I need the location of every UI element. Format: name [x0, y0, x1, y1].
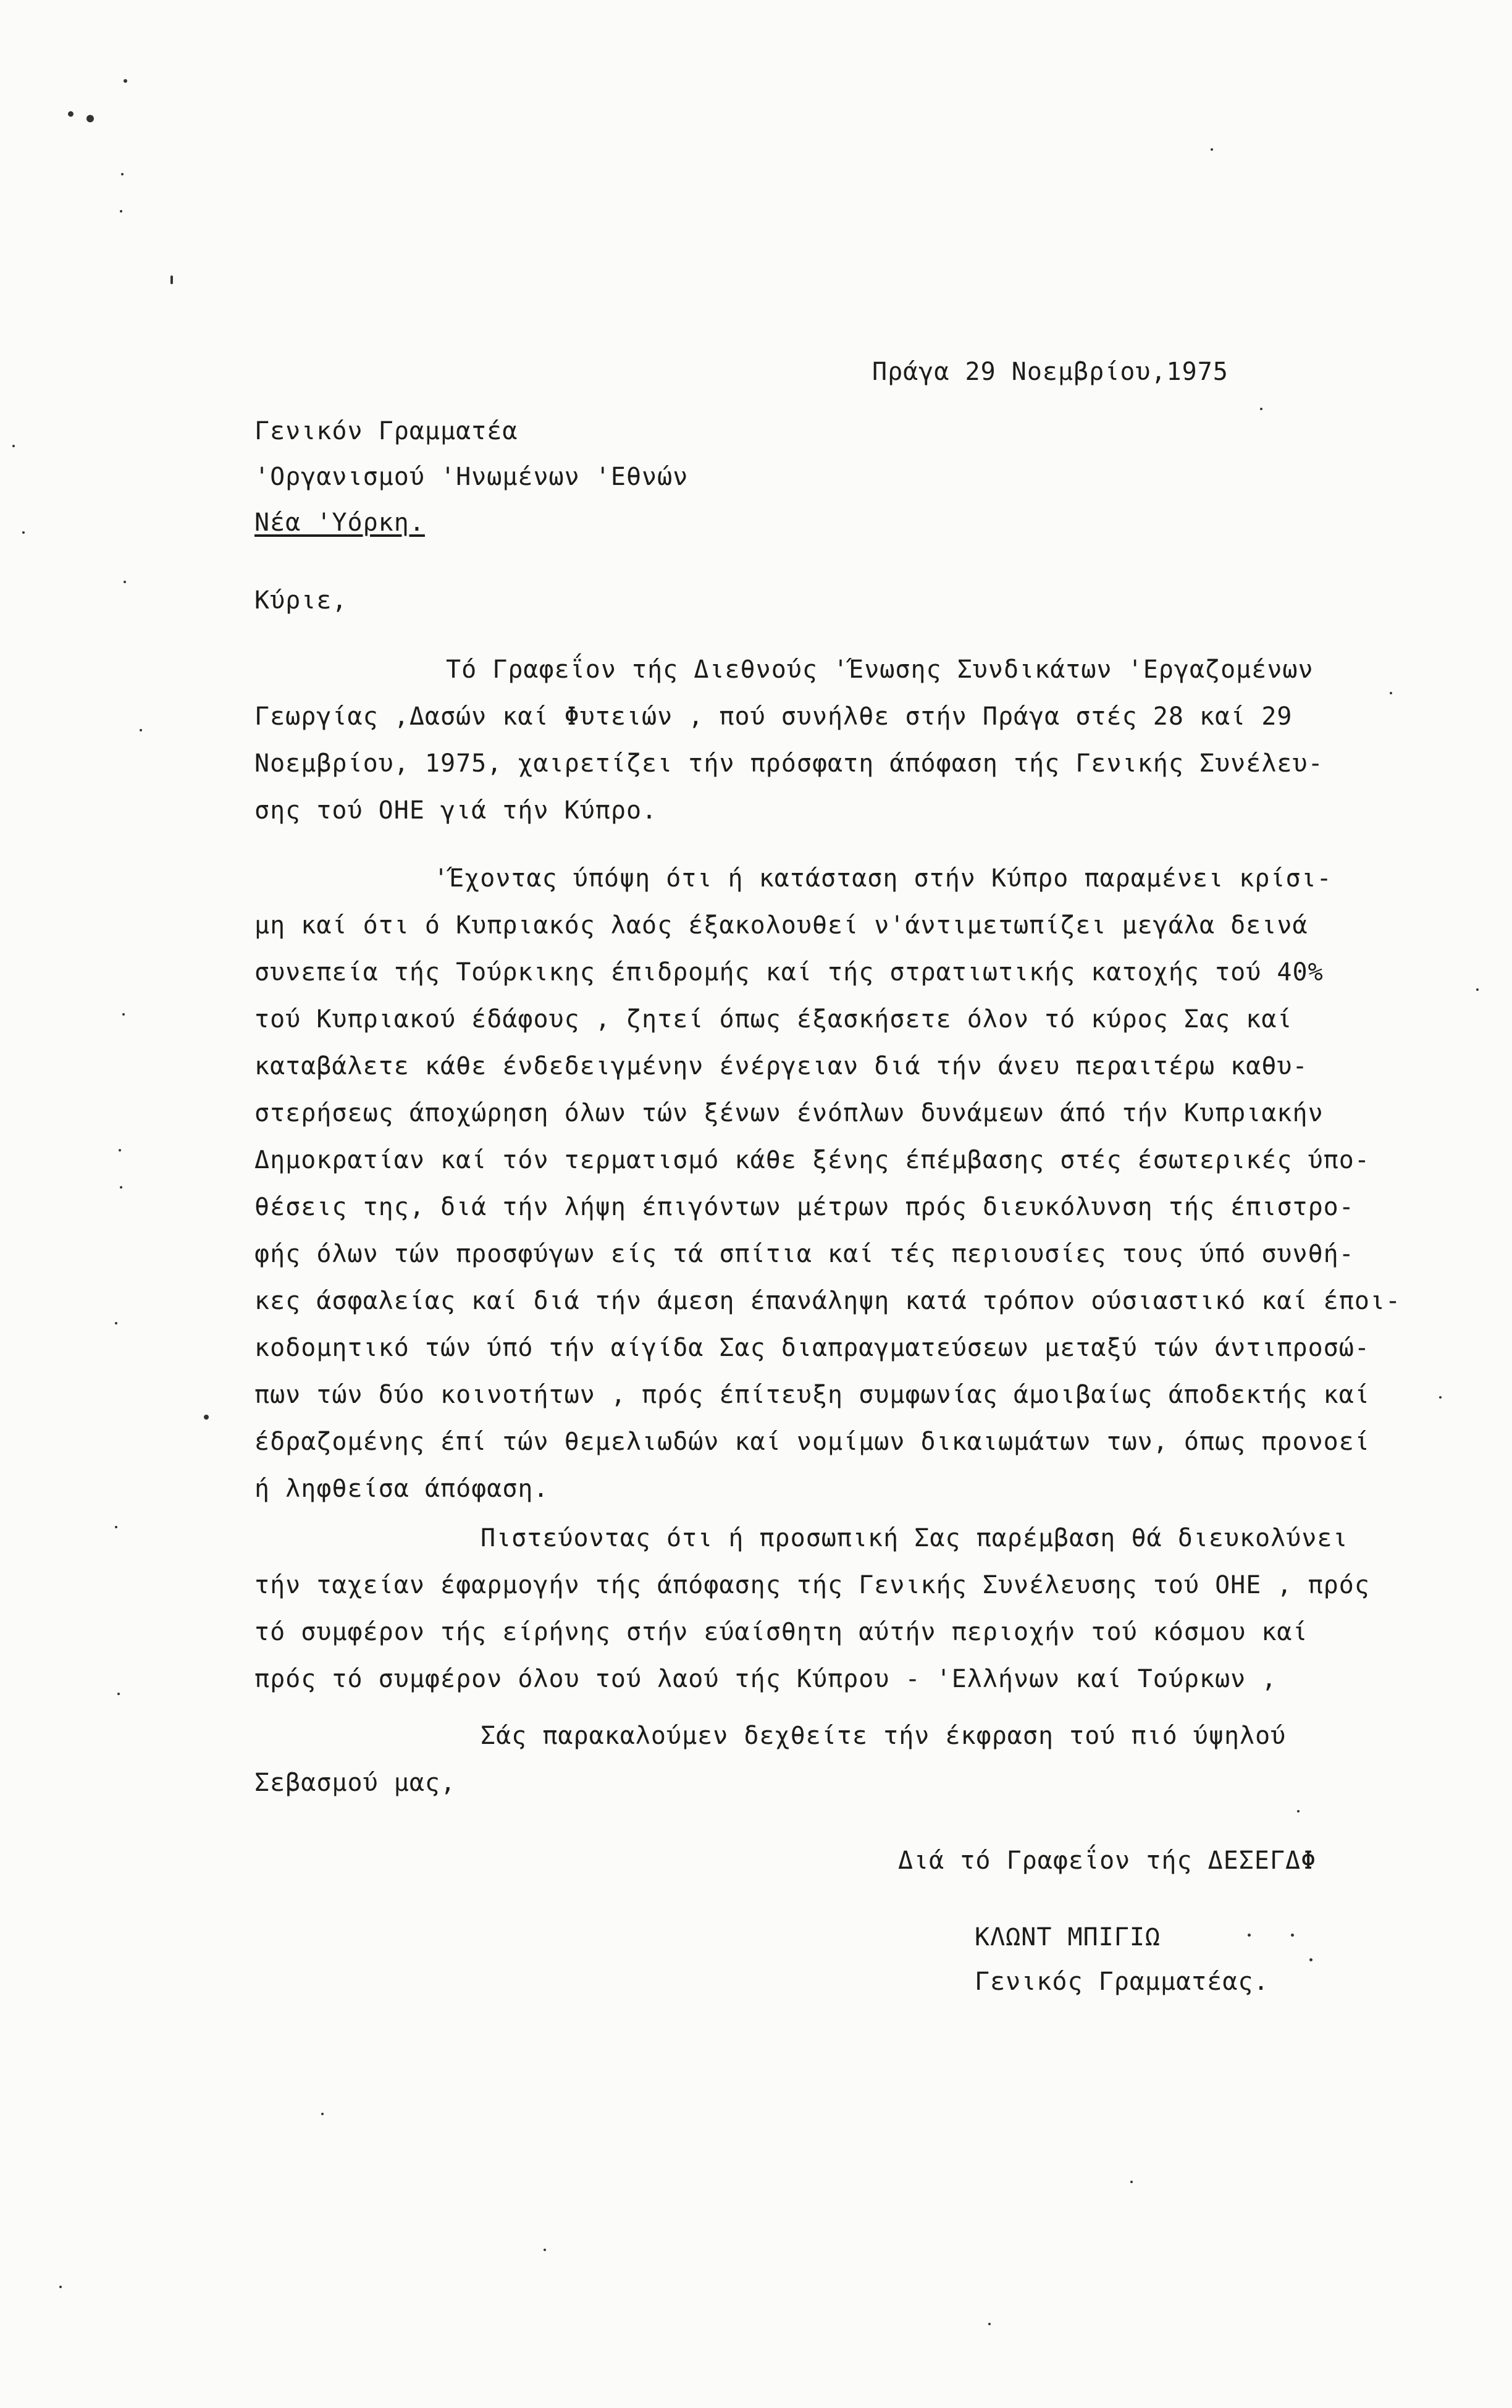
paragraph-4: [254, 1721, 1428, 1815]
recipient-line-1: Γενικόν Γραμματέα: [254, 417, 518, 445]
paragraph-2: [254, 864, 1428, 1521]
text-line: κες άσφαλείας καί διά τήν άμεση έπανάληψη κατά τρόπον ούσιαστικό καί έποι-: [254, 1287, 1401, 1315]
text-line: Σάς παρακαλούμεν δεχθείτε τήν έκφραση τού πιό ύψηλού: [481, 1722, 1287, 1750]
text-line: Πιστεύοντας ότι ή προσωπική Σας παρέμβαση θά διευκολύνει: [481, 1524, 1348, 1552]
text-line: στερήσεως άποχώρηση όλων τών ξένων ένόπλων δυνάμεων άπό τήν Κυπριακήν: [254, 1099, 1324, 1127]
text-line: καταβάλετε κάθε ένδεδειγμένην ένέργειαν διά τήν άνευ περαιτέρω καθυ-: [254, 1052, 1308, 1080]
letter-date: Πράγα 29 Νοεμβρίου,1975: [872, 358, 1228, 386]
text-line: 'Έχοντας ύπόψη ότι ή κατάσταση στήν Κύπρο παραμένει κρίσι-: [434, 864, 1332, 893]
text-line: θέσεις της, διά τήν λήψη έπιγόντων μέτρων πρός διευκόλυνση τής έπιστρο-: [254, 1193, 1354, 1221]
text-line: πων τών δύο κοινοτήτων , πρός έπίτευξη συμφωνίας άμοιβαίως άποδεκτής καί: [254, 1381, 1370, 1409]
paragraph-1: [254, 655, 1428, 843]
text-line: Τό Γραφεΐον τής Διεθνούς 'Ένωσης Συνδικάτων 'Εργαζομένων: [446, 655, 1314, 684]
text-line: τήν ταχείαν έφαρμογήν τής άπόφασης τής Γενικής Συνέλευσης τού ΟΗΕ , πρός: [254, 1571, 1370, 1599]
text-line: Νοεμβρίου, 1975, χαιρετίζει τήν πρόσφατη άπόφαση τής Γενικής Συνέλευ-: [254, 749, 1324, 778]
recipient-line-2: 'Οργανισμού 'Ηνωμένων 'Εθνών: [254, 463, 689, 491]
text-line: τό συμφέρον τής είρήνης στήν εύαίσθητη αύτήν περιοχήν τού κόσμου καί: [254, 1618, 1308, 1646]
signature-name: ΚΛΩΝΤ ΜΠΙΓΙΩ: [975, 1923, 1161, 1951]
text-line: Σεβασμού μας,: [254, 1769, 456, 1797]
text-line: Δημοκρατίαν καί τόν τερματισμό κάθε ξένης έπέμβασης στές έσωτερικές ύπο-: [254, 1146, 1370, 1174]
recipient-line-3: Νέα 'Υόρκη.: [254, 508, 425, 537]
text-line: μη καί ότι ό Κυπριακός λαός έξακολουθεί ν'άντιμετωπίζει μεγάλα δεινά: [254, 911, 1308, 940]
text-line: συνεπεία τής Τούρκικης έπιδρομής καί τής στρατιωτικής κατοχής τού 40%: [254, 958, 1324, 987]
text-line: κοδομητικό τών ύπό τήν αίγίδα Σας διαπραγματεύσεων μεταξύ τών άντιπροσώ-: [254, 1334, 1370, 1362]
text-line: ή ληφθείσα άπόφαση.: [254, 1475, 549, 1503]
text-line: φής όλων τών προσφύγων είς τά σπίτια καί τές περιουσίες τους ύπό συνθή-: [254, 1240, 1354, 1268]
salutation: Κύριε,: [254, 586, 348, 615]
text-line: πρός τό συμφέρον όλου τού λαού τής Κύπρου - 'Ελλήνων καί Τούρκων ,: [254, 1665, 1277, 1693]
text-line: Γεωργίας ,Δασών καί Φυτειών , πού συνήλθε στήν Πράγα στές 28 καί 29: [254, 702, 1293, 731]
signature-title: Γενικός Γραμματέας.: [975, 1968, 1269, 1996]
text-line: σης τού ΟΗΕ γιά τήν Κύπρο.: [254, 796, 658, 825]
signature-on-behalf: Διά τό Γραφεΐον τής ΔΕΣΕΓΔΦ: [898, 1846, 1317, 1875]
text-line: τού Κυπριακού έδάφους , ζητεί όπως έξασκήσετε όλον τό κύρος Σας καί: [254, 1005, 1293, 1034]
text-line: έδραζομένης έπί τών θεμελιωδών καί νομίμων δικαιωμάτων των, όπως προνοεί: [254, 1428, 1370, 1456]
paragraph-3: [254, 1523, 1428, 1711]
